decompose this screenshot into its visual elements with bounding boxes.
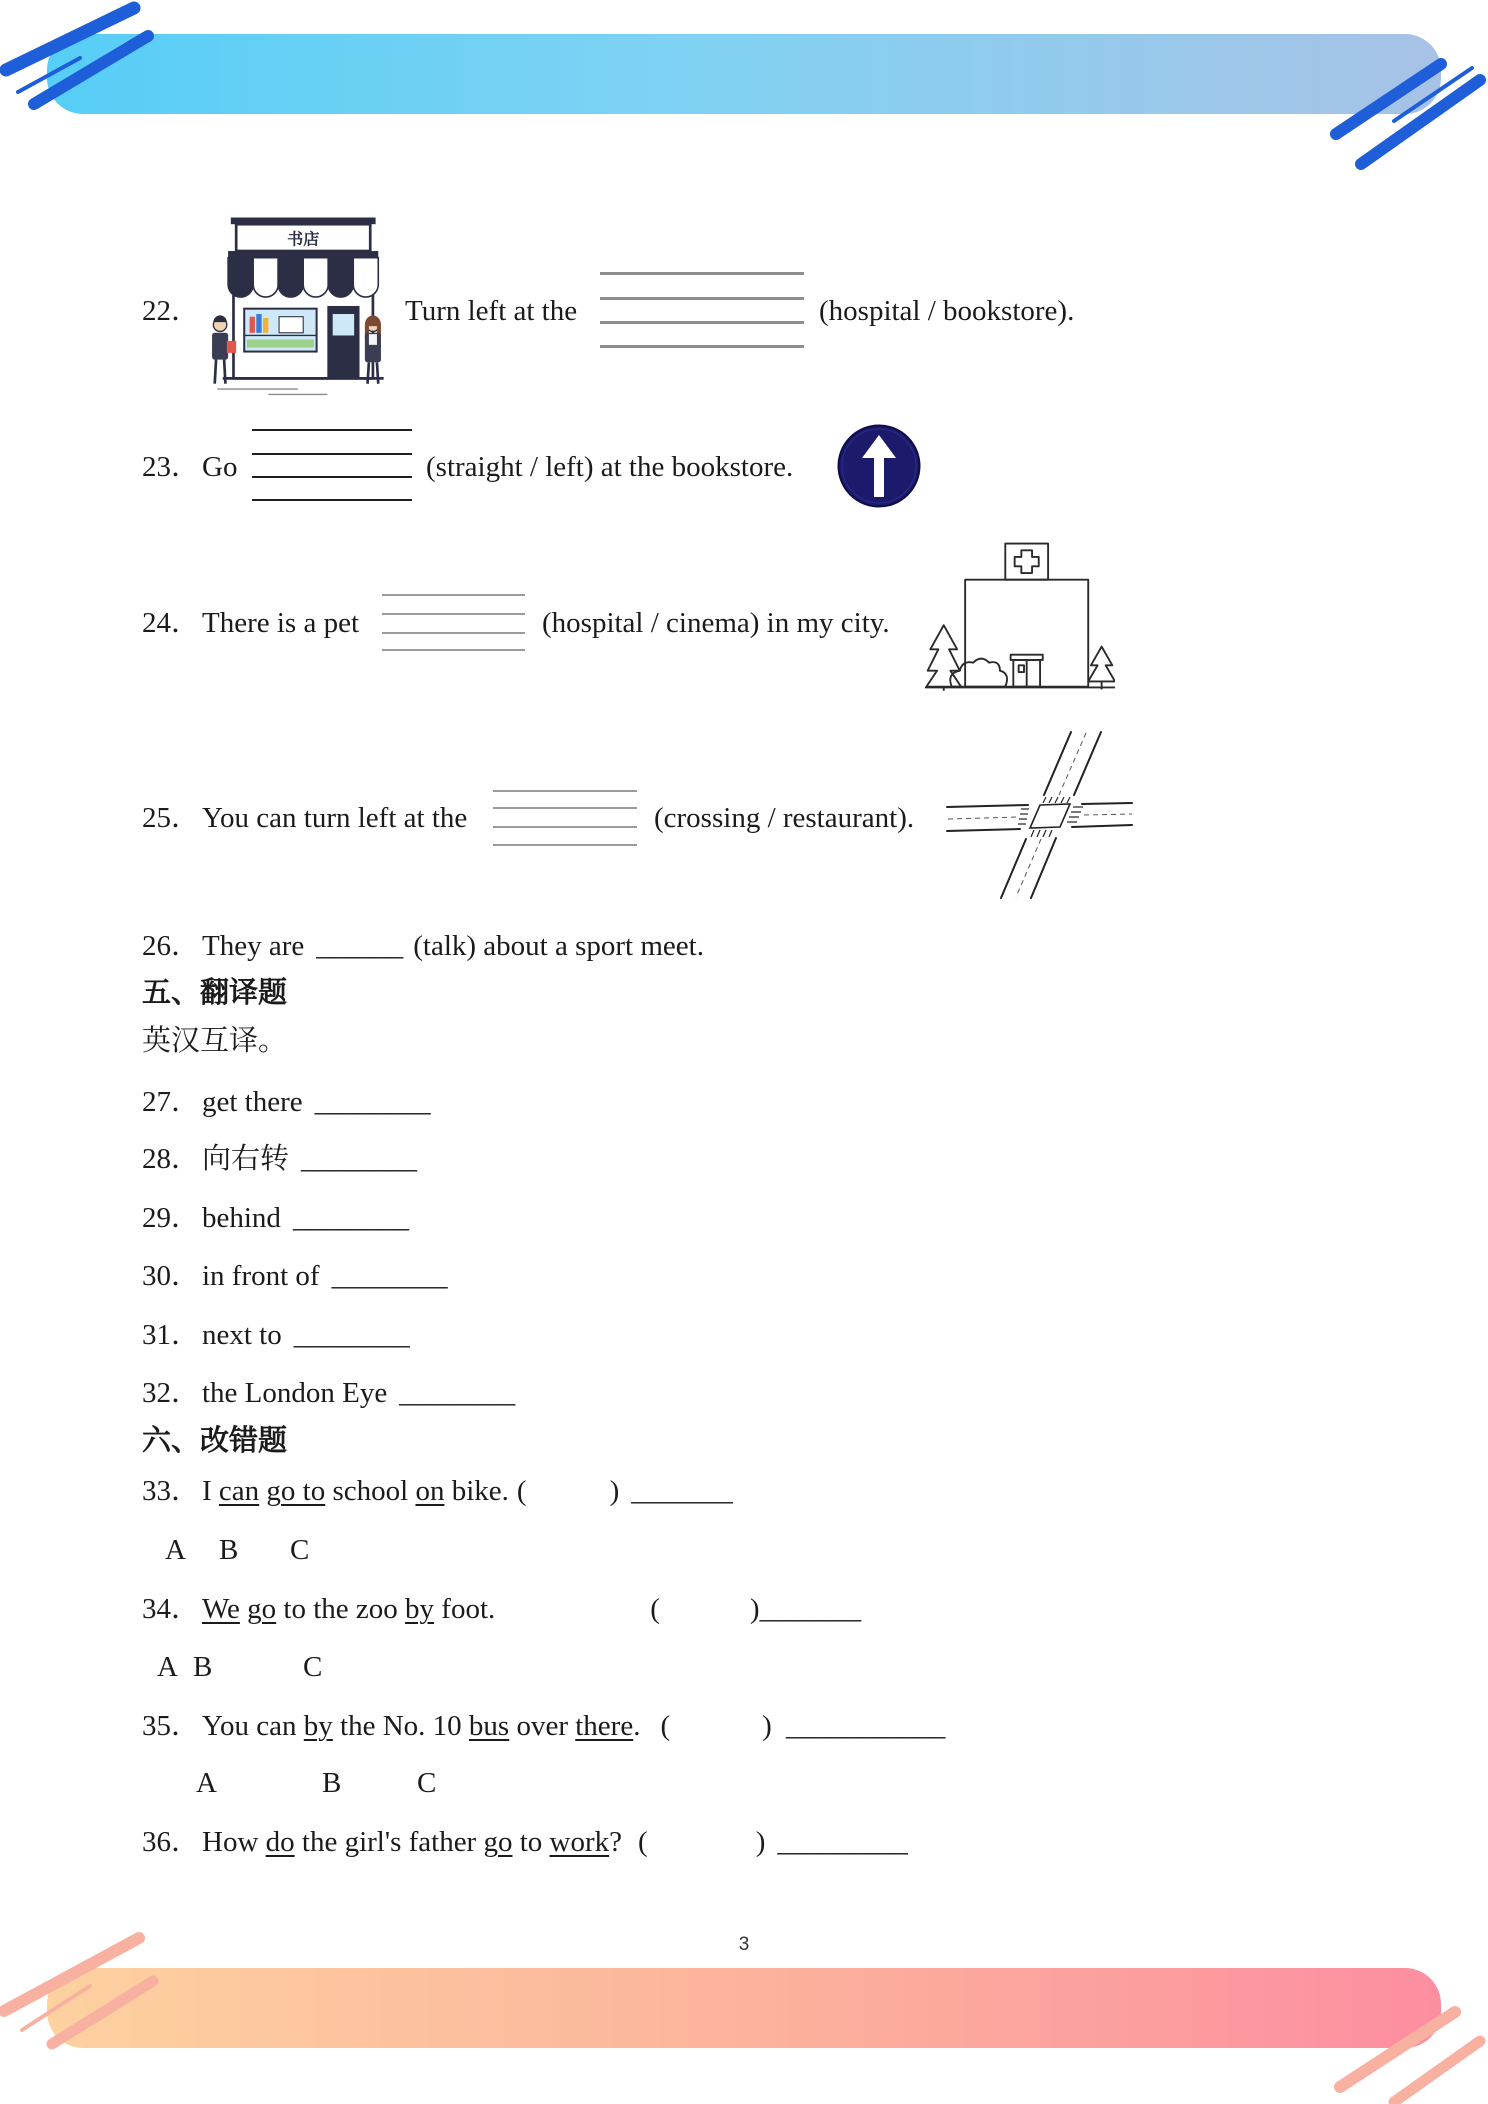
question-28: [142, 1144, 417, 1174]
answer-blank: ________: [301, 1143, 418, 1175]
question-27: [142, 1087, 431, 1117]
translation-prompt: behind: [202, 1202, 281, 1234]
writing-lines-blank: [252, 427, 412, 503]
underlined-option-b: go: [483, 1826, 513, 1858]
bottom-left-stroke-decoration: [0, 1920, 170, 2060]
option-label-c: C: [290, 1534, 310, 1566]
answer-blank: ________: [331, 1260, 448, 1292]
option-label-c: C: [417, 1767, 437, 1799]
option-label-b: B: [193, 1651, 213, 1683]
correction-blank: _________: [777, 1826, 908, 1858]
underlined-option-a: do: [265, 1826, 295, 1858]
sentence-before-blank: Go: [202, 451, 238, 483]
word-choices: (crossing / restaurant).: [654, 802, 915, 834]
option-label-a: A: [157, 1651, 178, 1683]
sentence-part: You can: [202, 1710, 304, 1742]
question-35: [142, 1711, 945, 1741]
underlined-option-c: work: [549, 1826, 610, 1858]
section-5-instruction: 英汉互译。: [142, 1025, 288, 1057]
question-number: 35．: [142, 1710, 201, 1742]
crossing-illustration: [946, 731, 1133, 899]
translation-prompt: the London Eye: [202, 1377, 388, 1409]
option-label-c: C: [303, 1651, 323, 1683]
question-number: 22．: [142, 295, 201, 327]
question-number: 23．: [142, 451, 201, 483]
word-choices: (hospital / cinema) in my city.: [542, 607, 890, 639]
bottom-banner: [47, 1968, 1441, 2048]
sentence-before-blank: They are: [202, 930, 305, 962]
bottom-right-stroke-decoration: [1320, 1990, 1488, 2104]
section-6-heading: 六、改错题: [142, 1425, 288, 1457]
writing-lines-blank: [600, 268, 804, 350]
correction-blank: _______: [759, 1593, 862, 1625]
answer-paren-close: ): [755, 1826, 766, 1858]
question-number: 26．: [142, 930, 201, 962]
underlined-option-b: bus: [468, 1710, 510, 1742]
question-29: [142, 1203, 409, 1233]
sentence-part: the girl's father: [294, 1826, 484, 1858]
sentence-before-blank: Turn left at the: [405, 295, 578, 327]
question-number: 33．: [142, 1475, 201, 1507]
question-number: 27．: [142, 1086, 201, 1118]
question-23: [0, 452, 1488, 482]
answer-paren-close: ): [749, 1593, 760, 1625]
answer-paren-open: (: [650, 1593, 660, 1625]
hospital-illustration: [925, 542, 1115, 691]
answer-paren-open: (: [660, 1710, 671, 1742]
underlined-option-c: by: [405, 1593, 435, 1625]
top-right-stroke-decoration: [1320, 40, 1488, 180]
option-label-a: A: [165, 1534, 186, 1566]
question-33: [142, 1476, 733, 1506]
bookstore-illustration: [204, 217, 389, 403]
option-label-b: B: [219, 1534, 239, 1566]
option-label-a: A: [196, 1767, 217, 1799]
sentence-before-blank: You can turn left at the: [202, 802, 468, 834]
underlined-option-b: go: [247, 1593, 277, 1625]
sentence-before-blank: There is a pet: [202, 607, 360, 639]
sentence-after-blank: (talk) about a sport meet.: [413, 930, 704, 962]
sentence-part: .: [633, 1710, 641, 1742]
translation-prompt: get there: [202, 1086, 303, 1118]
correction-blank: _______: [631, 1475, 733, 1507]
answer-blank: ________: [399, 1377, 516, 1409]
question-25: [0, 803, 1488, 833]
question-31: [142, 1320, 410, 1350]
question-number: 34．: [142, 1593, 201, 1625]
answer-blank: ______: [316, 930, 404, 962]
sentence-part: to: [512, 1826, 550, 1858]
top-left-stroke-decoration: [0, 0, 170, 130]
sentence-part: foot.: [434, 1593, 496, 1625]
page-number: 3: [738, 1934, 750, 1955]
option-label-b: B: [322, 1767, 342, 1799]
sentence-part: to the zoo: [276, 1593, 406, 1625]
section-5-heading: 五、翻译题: [142, 977, 288, 1009]
answer-blank: ________: [293, 1319, 410, 1351]
answer-paren-close: ): [762, 1710, 772, 1742]
word-choices: (hospital / bookstore).: [819, 295, 1075, 327]
underlined-option-b: go to: [266, 1475, 326, 1507]
sentence-part: the No. 10: [332, 1710, 469, 1742]
shop-sign-text: 书店: [287, 231, 320, 249]
answer-blank: ________: [292, 1202, 409, 1234]
sentence-part: school: [325, 1475, 416, 1507]
question-36: [142, 1827, 908, 1857]
question-35-option-labels: [0, 1768, 1488, 1798]
underlined-option-c: there: [575, 1710, 634, 1742]
underlined-option-c: on: [415, 1475, 445, 1507]
question-24: [0, 608, 1488, 638]
question-number: 29．: [142, 1202, 201, 1234]
question-26: [142, 931, 704, 961]
translation-prompt: next to: [202, 1319, 282, 1351]
writing-lines-blank: [493, 788, 637, 848]
question-number: 25．: [142, 802, 201, 834]
question-number: 30．: [142, 1260, 201, 1292]
sentence-part: I: [202, 1475, 219, 1507]
sentence-part: How: [202, 1826, 266, 1858]
sentence-part: ?: [609, 1826, 623, 1858]
answer-paren-open: (: [638, 1826, 648, 1858]
correction-blank: ___________: [785, 1710, 946, 1742]
question-34-option-labels: [0, 1652, 1488, 1682]
question-34: [142, 1594, 861, 1624]
question-number: 24．: [142, 607, 201, 639]
question-33-option-labels: [0, 1535, 1488, 1565]
translation-prompt: 向右转: [202, 1143, 290, 1175]
writing-lines-blank: [382, 592, 525, 654]
answer-blank: ________: [314, 1086, 431, 1118]
sentence-part: over: [509, 1710, 576, 1742]
underlined-option-a: by: [303, 1710, 333, 1742]
translation-prompt: in front of: [202, 1260, 320, 1292]
question-number: 32．: [142, 1377, 201, 1409]
question-number: 31．: [142, 1319, 201, 1351]
go-straight-arrow-sign-icon: [837, 424, 921, 508]
question-number: 28．: [142, 1143, 201, 1175]
answer-paren-close: ): [609, 1475, 620, 1507]
question-30: [142, 1261, 448, 1291]
top-banner: [47, 34, 1441, 114]
sentence-part: bike.: [444, 1475, 509, 1507]
question-number: 36．: [142, 1826, 201, 1858]
word-choices: (straight / left) at the bookstore.: [426, 451, 794, 483]
underlined-option-a: can: [218, 1475, 260, 1507]
answer-paren-open: (: [516, 1475, 527, 1507]
underlined-option-a: We: [202, 1593, 240, 1625]
question-32: [142, 1378, 515, 1408]
